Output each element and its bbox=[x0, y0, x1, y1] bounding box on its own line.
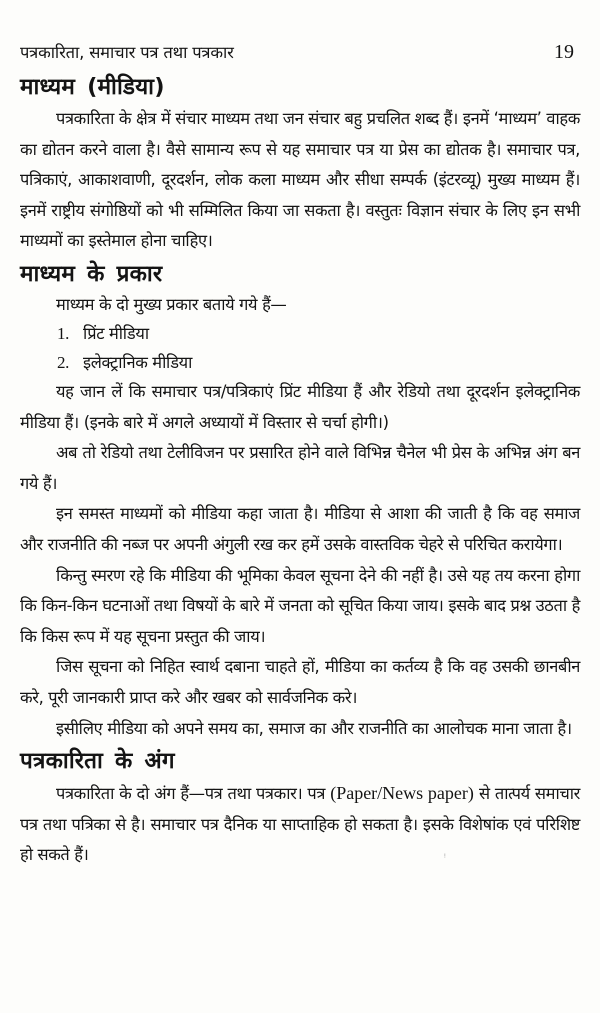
scan-speck: ᵎ bbox=[444, 852, 446, 863]
page-content bbox=[20, 70, 580, 871]
list-label: इलेक्ट्रानिक मीडिया bbox=[83, 352, 193, 372]
list-item bbox=[57, 348, 580, 377]
list-number: 1. bbox=[57, 323, 70, 343]
section-journalism-parts bbox=[20, 744, 580, 871]
paragraph: पत्रकारिता के क्षेत्र में संचार माध्यम तथा जन संचार बहु प्रचलित शब्द हैं। इनमें ‘माध्यम’ वाहक का द्योतन करने वाला है। वैसे सामान्य रूप से यह समाचार पत्र या प्रेस का द्योतक है। समाचार पत्र, पत्रिकाएं, आकाशवाणी, दूरदर्शन, लोक कला माध्यम और सीधा सम्पर्क (इंटरव्यू) मुख्य माध्यम हैं। इनमें राष्ट्रीय संगोष्ठियों को भी सम्मिलित किया जा सकता है। वस्तुतः विज्ञान संचार के लिए इन सभी माध्यमों का इस्तेमाल होना चाहिए। bbox=[20, 109, 580, 251]
paragraph: इसीलिए मीडिया को अपने समय का, समाज का और राजनीति का आलोचक माना जाता है। bbox=[56, 718, 572, 738]
list-number: 2. bbox=[57, 352, 70, 372]
english-gloss: (Paper/News paper) bbox=[330, 783, 474, 804]
list-intro: माध्यम के दो मुख्य प्रकार बताये गये हैं— bbox=[56, 294, 287, 314]
running-title: पत्रकारिता, समाचार पत्र तथा पत्रकार bbox=[20, 43, 234, 62]
paragraph-text: पत्रकारिता के दो अंग हैं—पत्र तथा पत्रकार। पत्र bbox=[56, 784, 331, 804]
paragraph: जिस सूचना को निहित स्वार्थ दबाना चाहते हों, मीडिया का कर्तव्य है कि वह उसकी छानबीन करे, पूरी जानकारी प्राप्त करे और खबर को सार्वजनिक करे। bbox=[20, 657, 580, 707]
section-heading: माध्यम के प्रकार bbox=[20, 260, 163, 287]
media-types-list bbox=[20, 319, 580, 377]
section-media bbox=[20, 70, 580, 257]
section-media-types bbox=[20, 257, 580, 744]
running-header bbox=[20, 40, 580, 66]
paragraph bbox=[20, 778, 580, 871]
paragraph-text: से तात्पर्य समाचार पत्र तथा पत्रिका से है। समाचार पत्र दैनिक या साप्ताहिक हो सकता है। इसके विशेषांक एवं परिशिष्ट हो सकते हैं। bbox=[20, 784, 580, 865]
section-heading: माध्यम (मीडिया) bbox=[20, 74, 165, 100]
page-number: 19 bbox=[554, 41, 574, 63]
paragraph: यह जान लें कि समाचार पत्र/पत्रिकाएं प्रिंट मीडिया हैं और रेडियो तथा दूरदर्शन इलेक्ट्रानिक मीडिया हैं। (इनके बारे में अगले अध्यायों में विस्तार से चर्चा होगी।) bbox=[20, 381, 580, 432]
paragraph: अब तो रेडियो तथा टेलीविजन पर प्रसारित होने वाले विभिन्न चैनेल भी प्रेस के अभिन्न अंग बन गये हैं। bbox=[20, 443, 580, 493]
paragraph: इन समस्त माध्यमों को मीडिया कहा जाता है। मीडिया से आशा की जाती है कि वह समाज और राजनीति की नब्ज पर अपनी अंगुली रख कर हमें उसके वास्तविक चेहरे से परिचित करायेगा। bbox=[20, 504, 580, 554]
list-item bbox=[57, 319, 580, 348]
section-heading: पत्रकारिता के अंग bbox=[20, 748, 175, 775]
paragraph: किन्तु स्मरण रहे कि मीडिया की भूमिका केवल सूचना देने की नहीं है। उसे यह तय करना होगा कि किन-किन घटनाओं तथा विषयों के बारे में जनता को सूचित किया जाय। इसके बाद प्रश्न उठता है कि किस रूप में यह सूचना प्रस्तुत की जाय। bbox=[20, 565, 580, 646]
list-label: प्रिंट मीडिया bbox=[83, 323, 149, 343]
